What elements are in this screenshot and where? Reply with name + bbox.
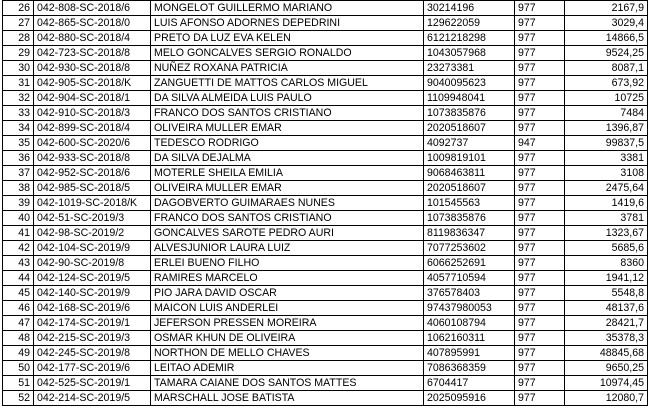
code-cell: 977 [515,286,565,301]
table-row [3,16,648,31]
process-code-cell: 042-51-SC-2019/3 [34,211,151,226]
person-name-cell: PRETO DA LUZ EVA KELEN [151,31,424,46]
row-number-cell: 49 [3,346,34,361]
table-row [3,331,648,346]
table-row [3,121,648,136]
code-cell: 977 [515,196,565,211]
process-code-cell: 042-174-SC-2019/1 [34,316,151,331]
document-id-cell: 2025095916 [424,391,515,406]
table-row [3,136,648,151]
process-code-cell: 042-168-SC-2019/6 [34,301,151,316]
row-number-cell: 36 [3,151,34,166]
process-code-cell: 042-245-SC-2019/8 [34,346,151,361]
document-id-cell: 4092737 [424,136,515,151]
row-number-cell: 39 [3,196,34,211]
process-code-cell: 042-177-SC-2019/6 [34,361,151,376]
code-cell: 977 [515,76,565,91]
row-number-cell: 30 [3,61,34,76]
row-number-cell: 41 [3,226,34,241]
document-id-cell: 8119836347 [424,226,515,241]
row-number-cell: 27 [3,16,34,31]
amount-cell: 48137,6 [565,301,648,316]
code-cell: 977 [515,301,565,316]
person-name-cell: DAGOBVERTO GUIMARAES NUNES [151,196,424,211]
person-name-cell: MARSCHALL JOSE BATISTA [151,391,424,406]
code-cell: 977 [515,91,565,106]
process-code-cell: 042-98-SC-2019/2 [34,226,151,241]
row-number-cell: 43 [3,256,34,271]
amount-cell: 10974,45 [565,376,648,391]
table-row [3,91,648,106]
amount-cell: 10725 [565,91,648,106]
process-code-cell: 042-600-SC-2020/6 [34,136,151,151]
process-code-cell: 042-880-SC-2018/4 [34,31,151,46]
row-number-cell: 45 [3,286,34,301]
process-code-cell: 042-905-SC-2018/K [34,76,151,91]
amount-cell: 35378,3 [565,331,648,346]
row-number-cell: 40 [3,211,34,226]
row-number-cell: 34 [3,121,34,136]
person-name-cell: MELO GONCALVES SERGIO RONALDO [151,46,424,61]
person-name-cell: JEFERSON PRESSEN MOREIRA [151,316,424,331]
amount-cell: 673,92 [565,76,648,91]
code-cell: 977 [515,331,565,346]
document-id-cell: 9068463811 [424,166,515,181]
code-cell: 947 [515,136,565,151]
process-code-cell: 042-215-SC-2019/3 [34,331,151,346]
table-row [3,346,648,361]
document-id-cell: 376578403 [424,286,515,301]
row-number-cell: 38 [3,181,34,196]
code-cell: 977 [515,151,565,166]
row-number-cell: 51 [3,376,34,391]
amount-cell: 28421,7 [565,316,648,331]
row-number-cell: 44 [3,271,34,286]
process-code-cell: 042-904-SC-2018/1 [34,91,151,106]
process-code-cell: 042-1019-SC-2018/K [34,196,151,211]
code-cell: 977 [515,271,565,286]
amount-cell: 3108 [565,166,648,181]
amount-cell: 3029,4 [565,16,648,31]
table-row [3,376,648,391]
process-code-cell: 042-952-SC-2018/6 [34,166,151,181]
table-row [3,226,648,241]
table-row [3,151,648,166]
document-id-cell: 23273381 [424,61,515,76]
amount-cell: 1941,12 [565,271,648,286]
document-id-cell: 9040095623 [424,76,515,91]
process-code-cell: 042-723-SC-2018/8 [34,46,151,61]
row-number-cell: 33 [3,106,34,121]
amount-cell: 1396,87 [565,121,648,136]
amount-cell: 8087,1 [565,61,648,76]
amount-cell: 1419,6 [565,196,648,211]
person-name-cell: PIO JARA DAVID OSCAR [151,286,424,301]
row-number-cell: 50 [3,361,34,376]
table-row [3,76,648,91]
code-cell: 977 [515,361,565,376]
code-cell: 977 [515,16,565,31]
process-code-cell: 042-985-SC-2018/5 [34,181,151,196]
amount-cell: 12080,7 [565,391,648,406]
process-code-cell: 042-910-SC-2018/3 [34,106,151,121]
document-id-cell: 1109948041 [424,91,515,106]
process-code-cell: 042-214-SC-2019/5 [34,391,151,406]
document-id-cell: 1073835876 [424,211,515,226]
process-code-cell: 042-104-SC-2019/9 [34,241,151,256]
table-row [3,211,648,226]
document-id-cell: 6704417 [424,376,515,391]
person-name-cell: TAMARA CAIANE DOS SANTOS MATTES [151,376,424,391]
table-row [3,316,648,331]
amount-cell: 3781 [565,211,648,226]
document-id-cell: 30214196 [424,1,515,16]
person-name-cell: RAMIRES MARCELO [151,271,424,286]
document-id-cell: 2020518607 [424,181,515,196]
person-name-cell: DA SILVA ALMEIDA LUIS PAULO [151,91,424,106]
table-row [3,31,648,46]
document-id-cell: 4057710594 [424,271,515,286]
person-name-cell: ZANGUETTI DE MATTOS CARLOS MIGUEL [151,76,424,91]
document-id-cell: 2020518607 [424,121,515,136]
code-cell: 977 [515,166,565,181]
person-name-cell: NORTHON DE MELLO CHAVES [151,346,424,361]
amount-cell: 9524,25 [565,46,648,61]
amount-cell: 5548,8 [565,286,648,301]
amount-cell: 99837,5 [565,136,648,151]
table-row [3,271,648,286]
table-row [3,241,648,256]
amount-cell: 5685,6 [565,241,648,256]
row-number-cell: 42 [3,241,34,256]
code-cell: 977 [515,181,565,196]
row-number-cell: 47 [3,316,34,331]
document-id-cell: 6066252691 [424,256,515,271]
table-row [3,46,648,61]
row-number-cell: 46 [3,301,34,316]
process-code-cell: 042-933-SC-2018/8 [34,151,151,166]
document-id-cell: 6121218298 [424,31,515,46]
person-name-cell: MAICON LUIS ANDERLEI [151,301,424,316]
records-table [2,0,648,406]
person-name-cell: ERLEI BUENO FILHO [151,256,424,271]
table-row [3,391,648,406]
process-code-cell: 042-525-SC-2019/1 [34,376,151,391]
table-row [3,286,648,301]
code-cell: 977 [515,211,565,226]
person-name-cell: MONGELOT GUILLERMO MARIANO [151,1,424,16]
process-code-cell: 042-140-SC-2019/9 [34,286,151,301]
person-name-cell: OLIVEIRA MULLER EMAR [151,181,424,196]
table-row [3,301,648,316]
amount-cell: 48845,68 [565,346,648,361]
code-cell: 977 [515,316,565,331]
table-row [3,181,648,196]
table-row [3,61,648,76]
person-name-cell: DA SILVA DEJALMA [151,151,424,166]
person-name-cell: GONCALVES SAROTE PEDRO AURI [151,226,424,241]
code-cell: 977 [515,31,565,46]
code-cell: 977 [515,241,565,256]
code-cell: 977 [515,256,565,271]
amount-cell: 2475,64 [565,181,648,196]
code-cell: 977 [515,61,565,76]
code-cell: 977 [515,226,565,241]
document-id-cell: 97437980053 [424,301,515,316]
row-number-cell: 28 [3,31,34,46]
document-id-cell: 1009819101 [424,151,515,166]
row-number-cell: 35 [3,136,34,151]
person-name-cell: LEITAO ADEMIR [151,361,424,376]
process-code-cell: 042-808-SC-2018/6 [34,1,151,16]
person-name-cell: ALVESJUNIOR LAURA LUIZ [151,241,424,256]
person-name-cell: NUÑEZ ROXANA PATRICIA [151,61,424,76]
document-id-cell: 407895991 [424,346,515,361]
row-number-cell: 29 [3,46,34,61]
table-row [3,361,648,376]
amount-cell: 14866,5 [565,31,648,46]
table-row [3,166,648,181]
document-id-cell: 7086368359 [424,361,515,376]
person-name-cell: FRANCO DOS SANTOS CRISTIANO [151,106,424,121]
process-code-cell: 042-930-SC-2018/8 [34,61,151,76]
table-row [3,256,648,271]
code-cell: 977 [515,346,565,361]
row-number-cell: 26 [3,1,34,16]
person-name-cell: MOTERLE SHEILA EMILIA [151,166,424,181]
document-id-cell: 1062160311 [424,331,515,346]
amount-cell: 2167,9 [565,1,648,16]
code-cell: 977 [515,376,565,391]
code-cell: 977 [515,46,565,61]
amount-cell: 1323,67 [565,226,648,241]
row-number-cell: 31 [3,76,34,91]
amount-cell: 3381 [565,151,648,166]
table-row [3,1,648,16]
document-id-cell: 101545563 [424,196,515,211]
process-code-cell: 042-899-SC-2018/4 [34,121,151,136]
code-cell: 977 [515,1,565,16]
amount-cell: 8360 [565,256,648,271]
document-id-cell: 1073835876 [424,106,515,121]
code-cell: 977 [515,106,565,121]
amount-cell: 7484 [565,106,648,121]
table-row [3,106,648,121]
document-id-cell: 4060108794 [424,316,515,331]
code-cell: 977 [515,391,565,406]
process-code-cell: 042-124-SC-2019/5 [34,271,151,286]
person-name-cell: FRANCO DOS SANTOS CRISTIANO [151,211,424,226]
row-number-cell: 32 [3,91,34,106]
amount-cell: 9650,25 [565,361,648,376]
document-id-cell: 7077253602 [424,241,515,256]
records-table-body [3,1,648,406]
document-id-cell: 1043057968 [424,46,515,61]
row-number-cell: 52 [3,391,34,406]
row-number-cell: 48 [3,331,34,346]
process-code-cell: 042-865-SC-2018/0 [34,16,151,31]
person-name-cell: OLIVEIRA MULLER EMAR [151,121,424,136]
process-code-cell: 042-90-SC-2019/8 [34,256,151,271]
row-number-cell: 37 [3,166,34,181]
person-name-cell: LUIS AFONSO ADORNES DEPEDRINI [151,16,424,31]
person-name-cell: OSMAR KHUN DE OLIVEIRA [151,331,424,346]
code-cell: 977 [515,121,565,136]
table-row [3,196,648,211]
person-name-cell: TEDESCO RODRIGO [151,136,424,151]
document-id-cell: 129622059 [424,16,515,31]
